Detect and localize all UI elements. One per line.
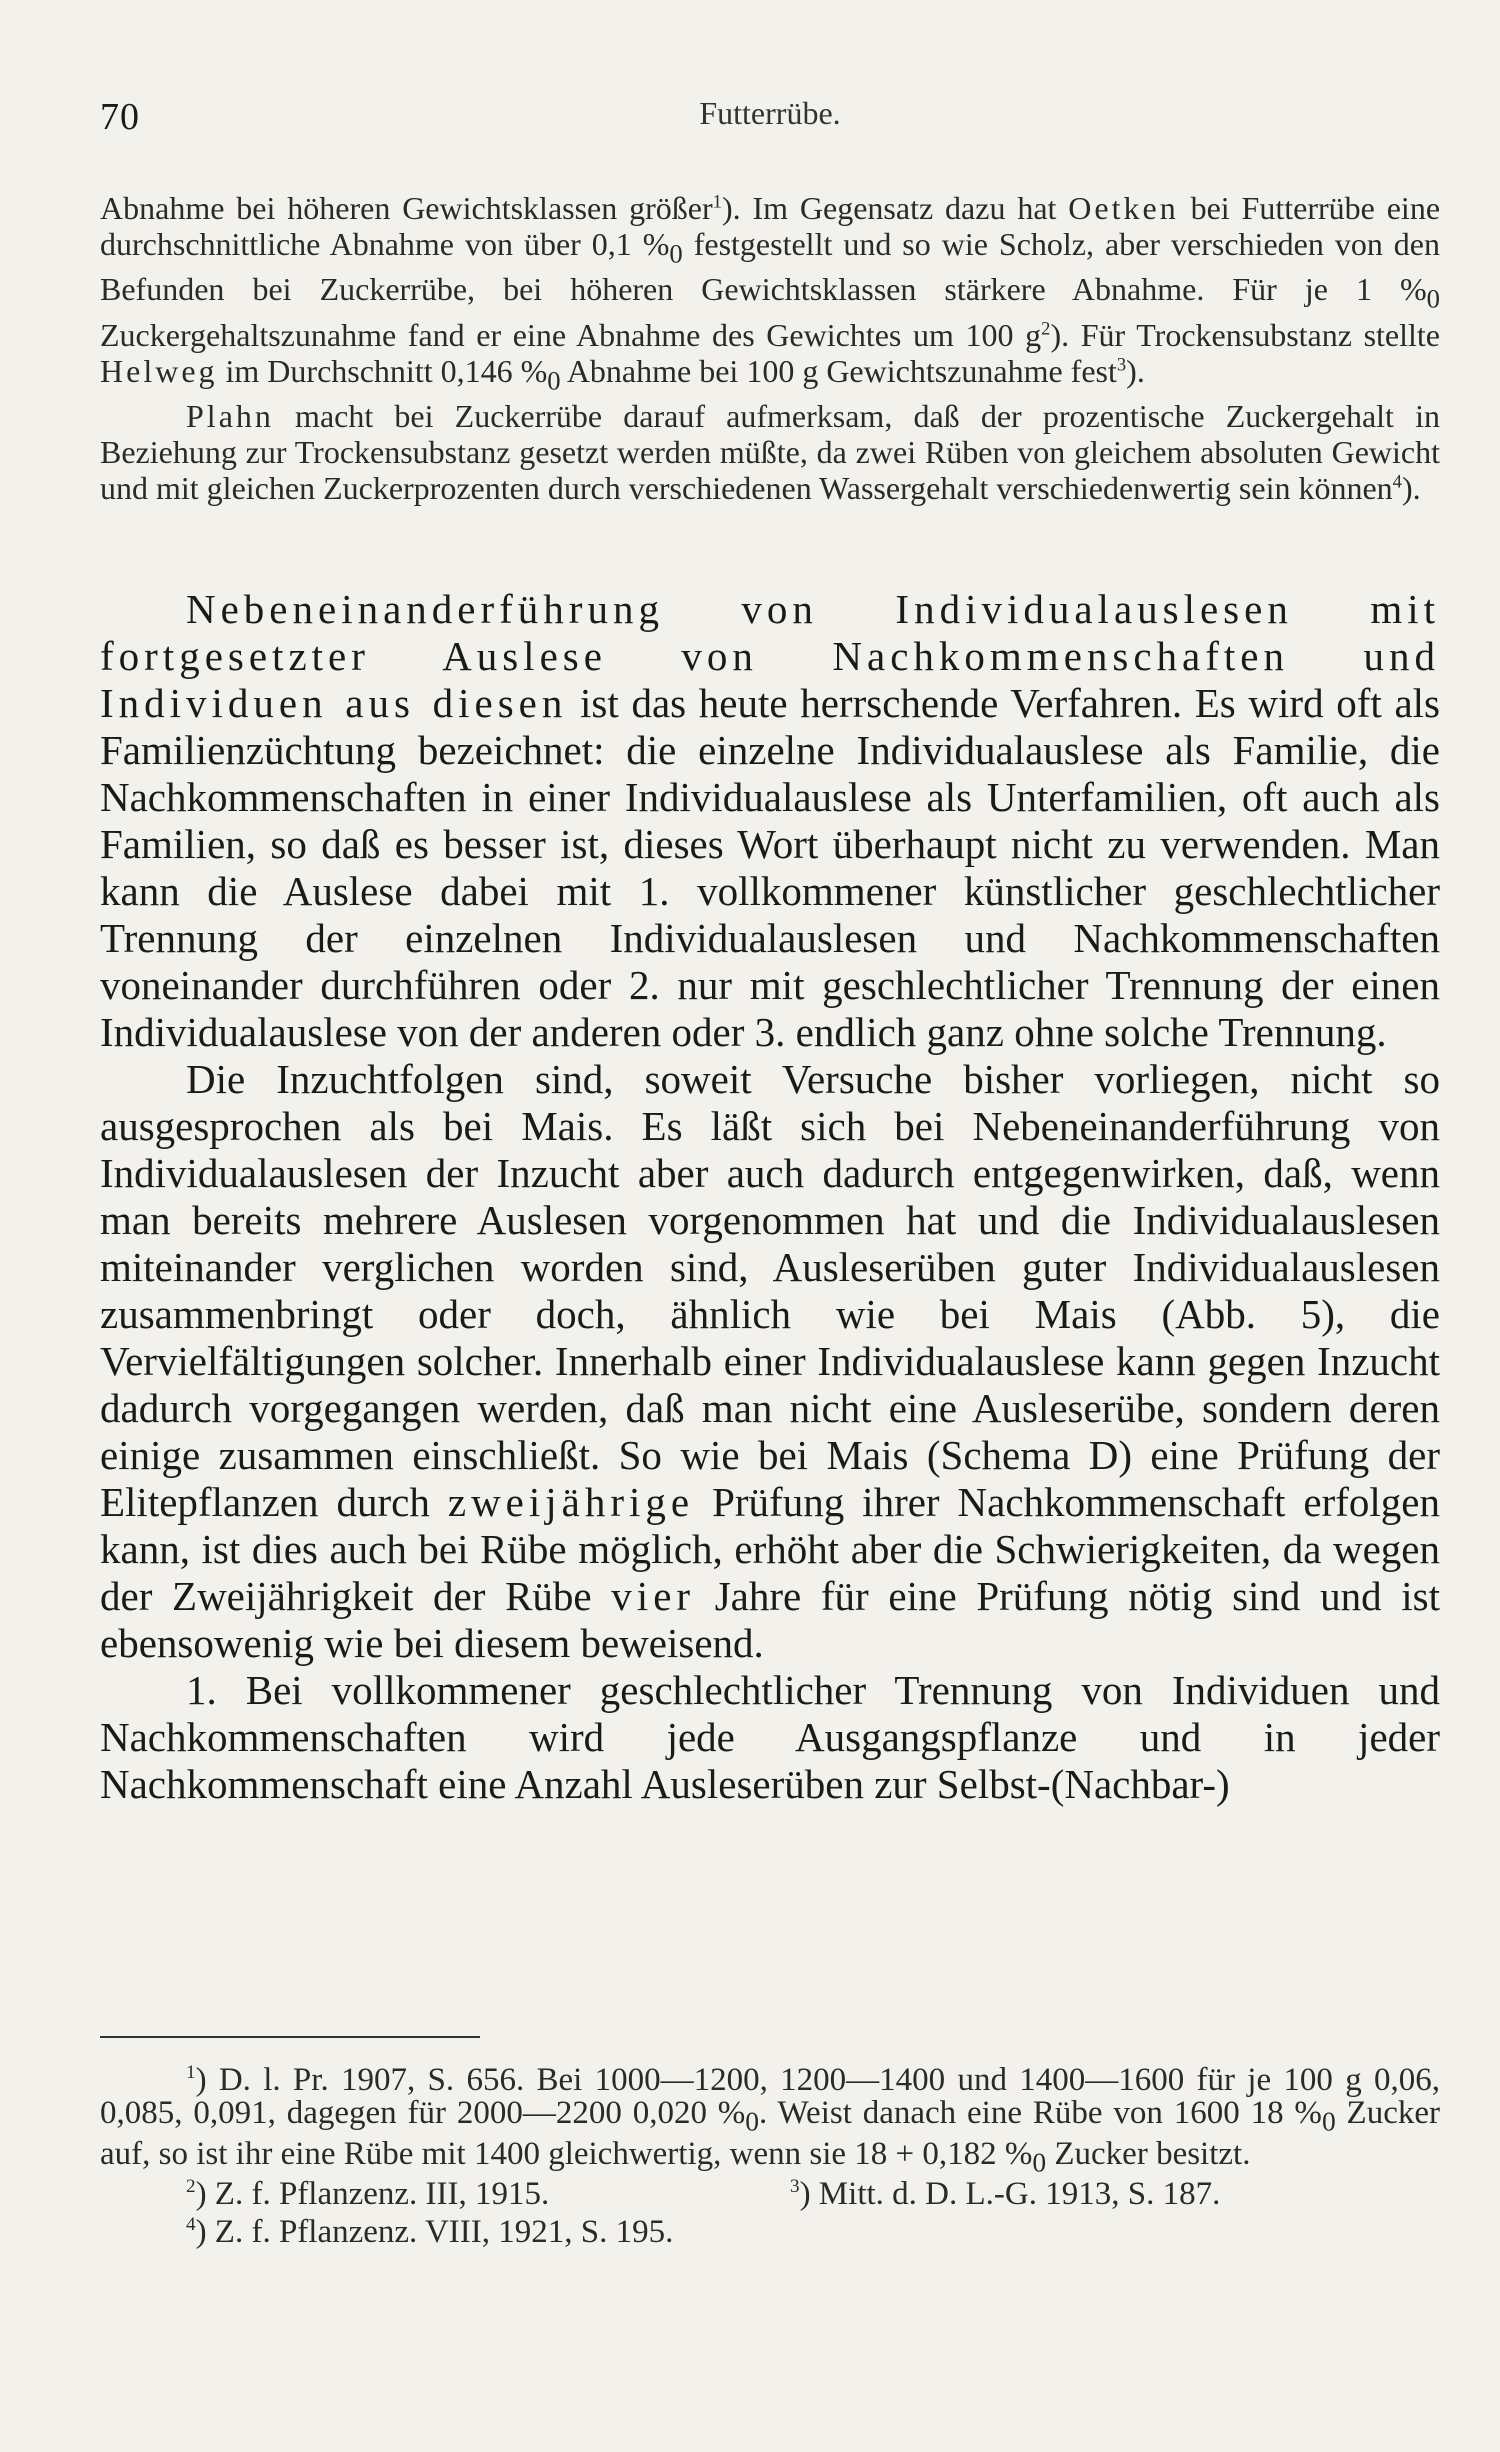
- footnote-rule: [100, 2036, 480, 2038]
- spaced-word-vier: vier: [611, 1573, 696, 1619]
- author-helweg: Helweg: [100, 352, 218, 389]
- spaced-heading-phrase: Nebeneinanderführung von Individualauslesen mit fortgesetzter Auslese von Nachkommenschaften und Individuen aus diesen: [100, 586, 1440, 726]
- intro-paragraph-2: Plahn macht bei Zuckerrübe darauf aufmerksam, daß der prozentische Zuckergehalt in Beziehung zur Trockensubstanz gesetzt werden müßte, da zwei Rüben von gleichem absoluten Gewicht und mit gleichen Zuckerprozenten durch verschiedenen Wassergehalt verschiedenwertig sein können$^4$).: [100, 398, 1440, 507]
- author-oetken: Oetken: [1068, 190, 1179, 226]
- footnote-ref-4: 4: [1392, 471, 1402, 493]
- footnote-ref-1: 1: [712, 191, 722, 213]
- running-title: Futterrübe.: [699, 95, 841, 131]
- main-text: [100, 586, 1440, 1808]
- footnote-row-2-3: [100, 2178, 1440, 2216]
- page-header: [100, 95, 1440, 145]
- footnote-2: $^2$) Z. f. Pflanzenz. III, 1915.: [186, 2176, 550, 2213]
- footnote-3: $^3$) Mitt. d. D. L.-G. 1913, S. 187.: [790, 2176, 1221, 2213]
- footnote-ref-3: 3: [1116, 354, 1127, 376]
- page-number: 70: [100, 96, 140, 138]
- body-paragraph-3: 1. Bei vollkommener geschlechtlicher Trennung von Individuen und Nachkommenschaften wird jede Ausgangspflanze und in jeder Nachkommenschaft eine Anzahl Ausleserüben zur Selbst-(Nachbar-): [100, 1667, 1440, 1807]
- footnote-ref-2: 2: [1041, 318, 1051, 340]
- intro-paragraph-1: Abnahme bei höheren Gewichtsklassen größer$^1$). Im Gegensatz dazu hat Oetken bei Futterrübe eine durchschnittliche Abnahme von über 0,1 $\%_0$ festgestellt und so wie Scholz, aber verschieden von den Befunden bei Zuckerrübe, bei höheren Gewichtsklassen stärkere Abnahme. Für je 1 $\%_0$ Zuckergehaltszunahme fand er eine Abnahme des Gewichtes um 100 $g^2$). Für Trockensubstanz stellte Helweg im Durchschnitt 0,146 $\%_0$ Abnahme bei 100 g Gewichtszunahme fest$^3$).: [100, 190, 1441, 396]
- author-plahn: Plahn: [186, 398, 274, 435]
- footnotes: [100, 2064, 1440, 2249]
- intro-text: [100, 190, 1440, 506]
- body-paragraph-1: Nebeneinanderführung von Individualauslesen mit fortgesetzter Auslese von Nachkommenschaften und Individuen aus diesen ist das heute herrschende Verfahren. Es wird oft als Familienzüchtung bezeichnet: die einzelne Individualauslese als Familie, die Nachkommenschaften in einer Individualauslese als Unterfamilien, oft auch als Familien, so daß es besser ist, dieses Wort überhaupt nicht zu verwenden. Man kann die Auslese dabei mit 1. vollkommener künstlicher geschlechtlicher Trennung der einzelnen Individualauslesen und Nachkommenschaften voneinander durchführen oder 2. nur mit geschlechtlicher Trennung der einen Individualauslese von der anderen oder 3. endlich ganz ohne solche Trennung.: [100, 586, 1440, 1055]
- spaced-word-zweijaehrige: zweijährige: [447, 1479, 695, 1525]
- body-paragraph-2: Die Inzuchtfolgen sind, soweit Versuche bisher vorliegen, nicht so ausgesprochen als bei Mais. Es läßt sich bei Nebeneinanderführung von Individualauslesen der Inzucht aber auch dadurch entgegenwirken, daß, wenn man bereits mehrere Auslesen vorgenommen hat und die Individualauslesen miteinander verglichen worden sind, Ausleserüben guter Individualauslesen zusammenbringt oder doch, ähnlich wie bei Mais (Abb. 5), die Vervielfältigungen solcher. Innerhalb einer Individualauslese kann gegen Inzucht dadurch vorgegangen werden, daß man nicht eine Ausleserübe, sondern deren einige zusammen einschließt. So wie bei Mais (Schema D) eine Prüfung der Elitepflanzen durch zweijährige Prüfung ihrer Nachkommenschaft erfolgen kann, ist dies auch bei Rübe möglich, erhöht aber die Schwierigkeiten, da wegen der Zweijährigkeit der Rübe vier Jahre für eine Prüfung nötig sind und ist ebensowenig wie bei diesem beweisend.: [100, 1056, 1441, 1666]
- footnote-1: $^1$) D. l. Pr. 1907, S. 656. Bei 1000—1200, 1200—1400 und 1400—1600 für je 100 g 0,06, 0,085, 0,091, dagegen für 2000—2200 0,020 $\%_0$. Weist danach eine Rübe von 1600 18 $\%_0$ Zucker auf, so ist ihr eine Rübe mit 1400 gleichwertig, wenn sie 18 + 0,182 $\%_0$ Zucker besitzt.: [100, 2062, 1440, 2178]
- footnote-4: $^4$) Z. f. Pflanzenz. VIII, 1921, S. 195.: [186, 2214, 674, 2251]
